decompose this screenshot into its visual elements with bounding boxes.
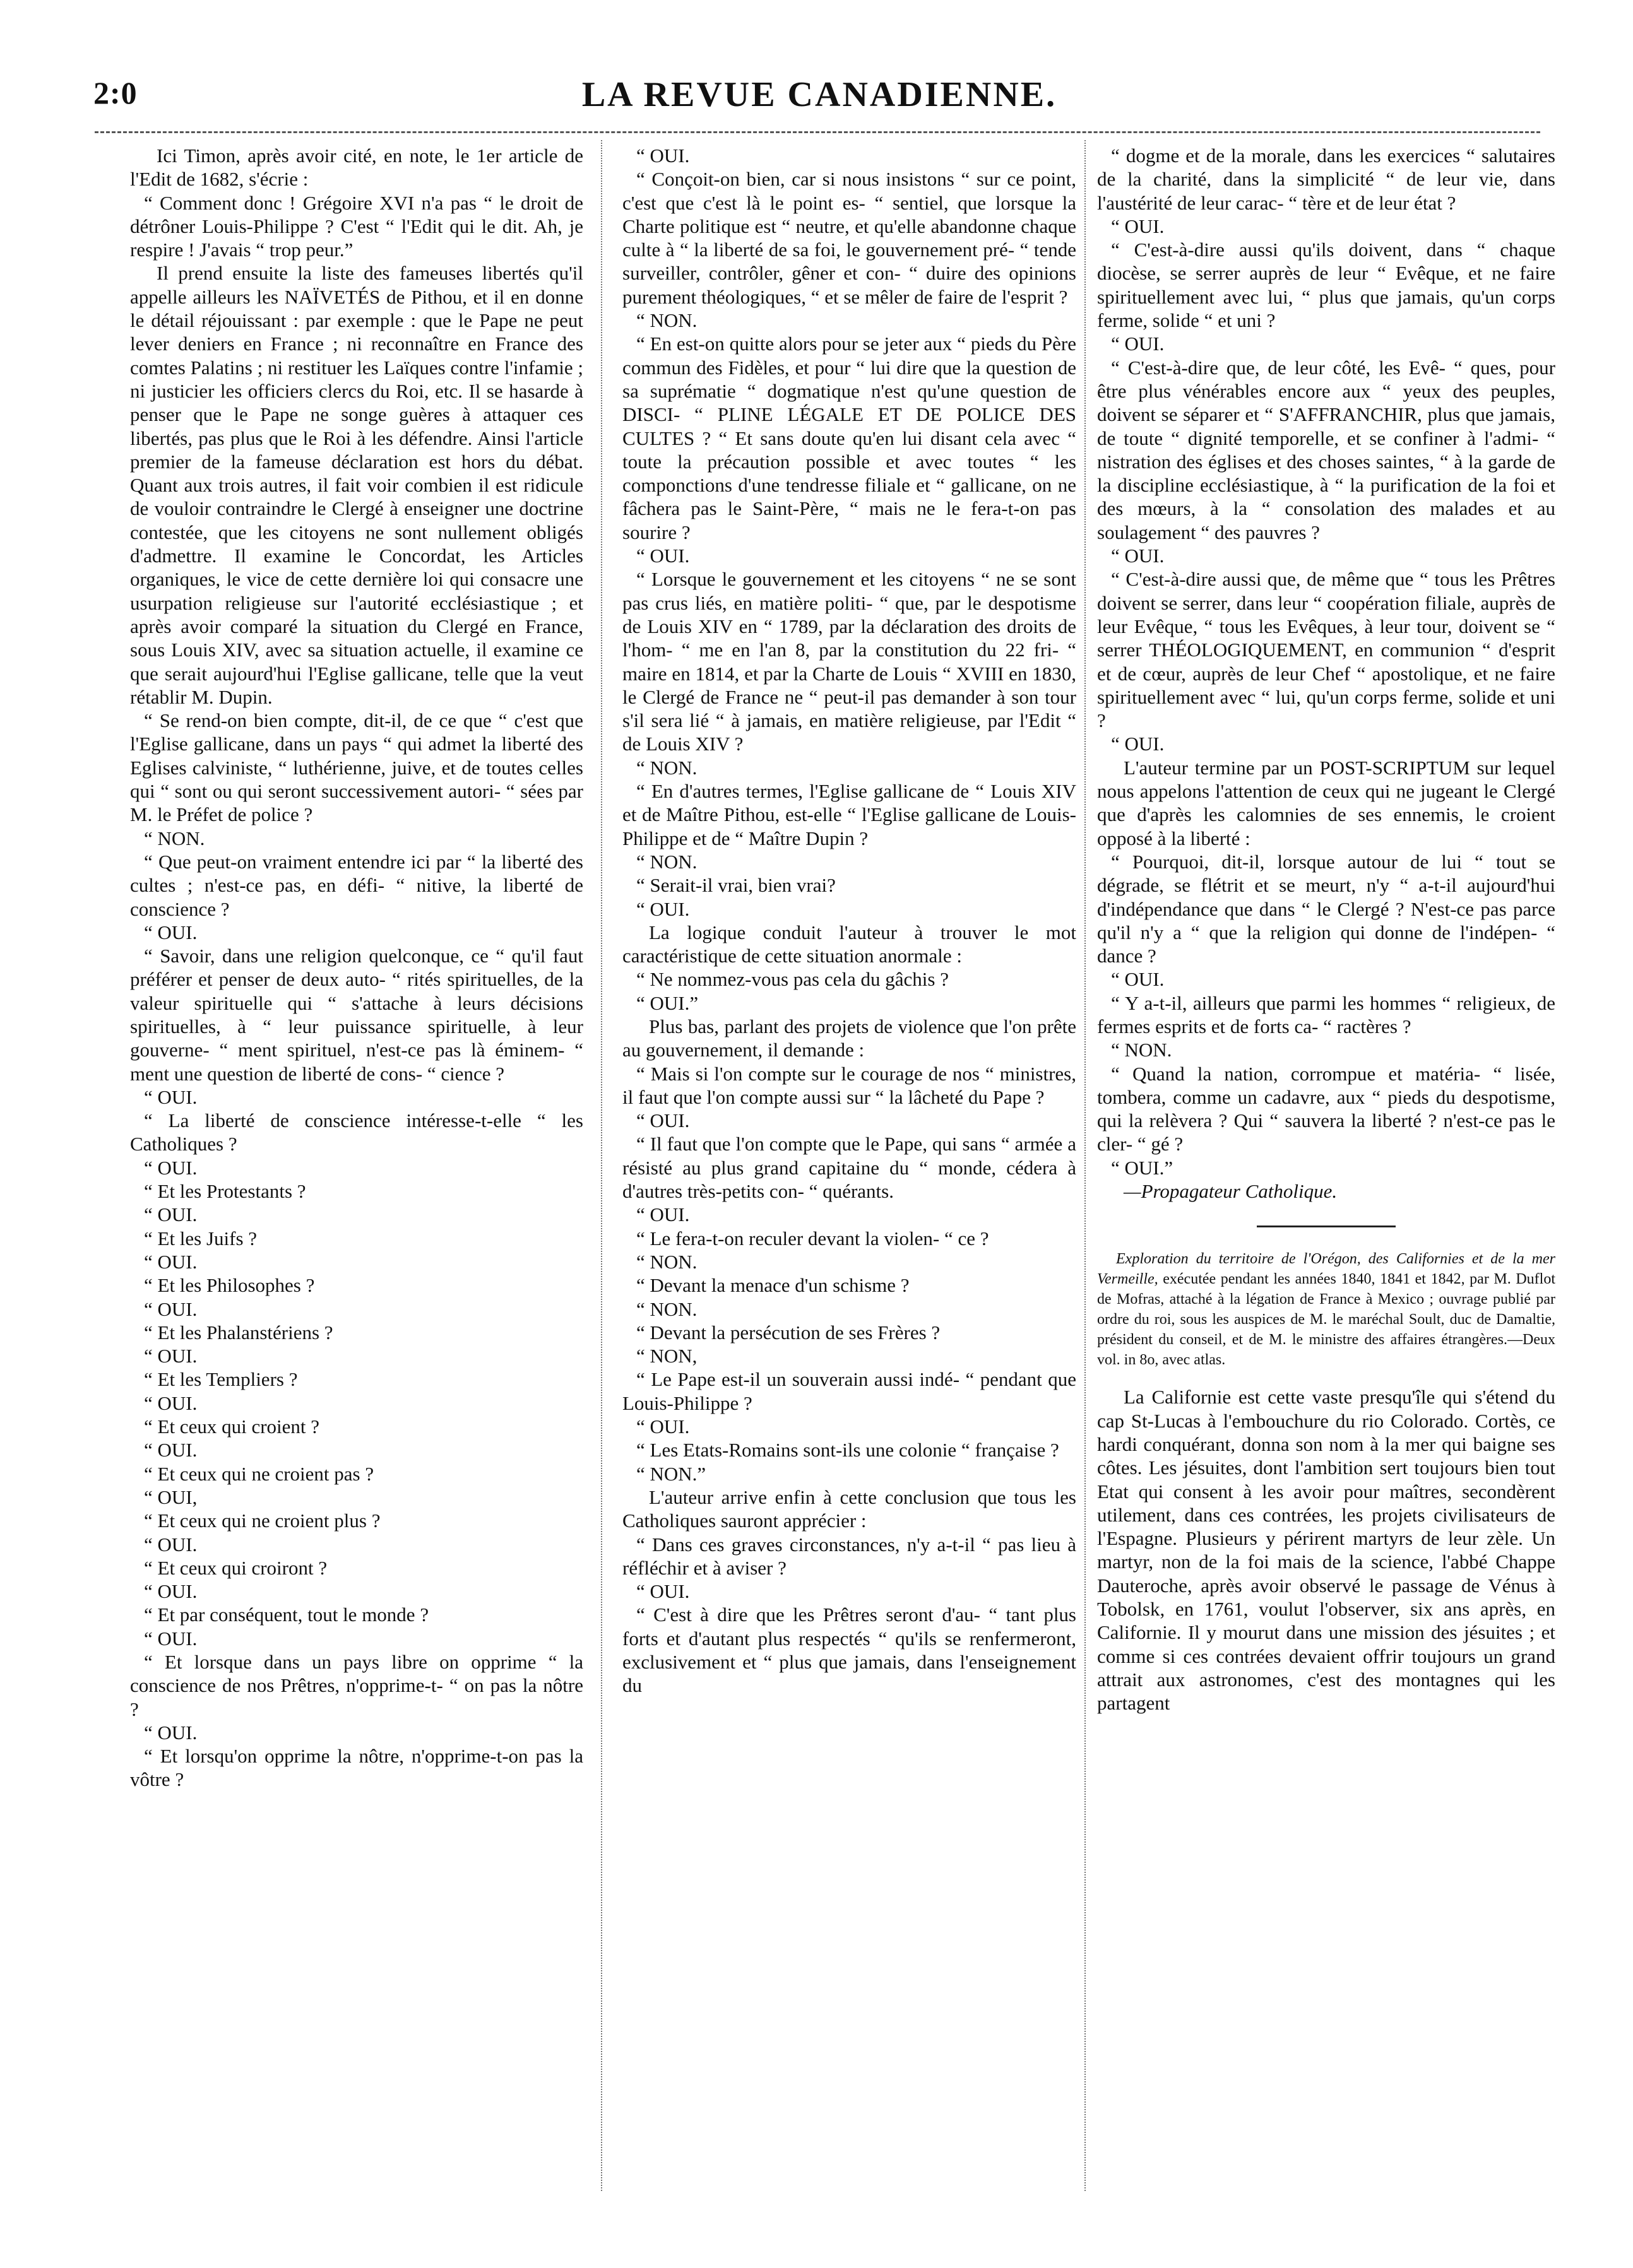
paragraph: “ Mais si l'on compte sur le courage de nos “ ministres, il faut que l'on compte aussi sur “ la lâcheté du Pape ? [622, 1062, 1076, 1108]
column-2 [622, 144, 1076, 1698]
paragraph: “ Et lorsque dans un pays libre on opprime “ la conscience de nos Prêtres, n'opprime-t- “ on pas la nôtre ? [130, 1651, 583, 1720]
paragraph: “ NON. [636, 1297, 698, 1320]
column-divider-2 [1084, 140, 1086, 2191]
paragraph: “ NON. [144, 827, 205, 849]
review-body: La Californie est cette vaste presqu'île qui s'étend du cap St-Lucas à l'embouchure du rio Colorado. Cortès, ce hardi conquérant, donna son nom à la mer qui baigne ses côtes. Les jésuites, dont l'ambition sert toujours bien tout Etat qui consent à les avoir pour maîtres, secondèrent utilement, dans ces contrées, les projets civilisateurs de l'Espagne. Plusieurs y périrent martyrs de leur zèle. Un martyr, non de la foi mais de la science, l'abbé Chappe Dauteroche, après avoir observé le passage de Vénus à Tobolsk, en 1761, voulut l'observer, six ans après, en Californie. Il y mourut dans une mission des jésuites ; et comme si ces contrées devaient offrir toujours un grand attrait aux astronomes, c'est des montagnes qui les partagent [1097, 1386, 1555, 1715]
paragraph: “ OUI. [1111, 215, 1165, 237]
paragraph: “ Dans ces graves circonstances, n'y a-t-il “ pas lieu à réfléchir et à aviser ? [622, 1533, 1076, 1579]
paragraph: “ NON, [636, 1345, 698, 1367]
paragraph: “ OUI. [1111, 733, 1165, 755]
paragraph: Plus bas, parlant des projets de violence que l'on prête au gouvernement, il demande : [622, 1015, 1076, 1061]
article-continuation [1097, 144, 1555, 1203]
paragraph: “ Et les Phalanstériens ? [144, 1321, 333, 1344]
paragraph: “ OUI, [144, 1485, 198, 1508]
paragraph: “ Et les Juifs ? [144, 1227, 258, 1249]
paragraph: “ OUI. [144, 1345, 198, 1367]
paragraph: L'auteur arrive enfin à cette conclusion que tous les Catholiques sauront apprécier : [622, 1485, 1076, 1532]
paragraph: “ NON. [636, 309, 698, 332]
paragraph: “ NON.” [636, 1462, 706, 1485]
paragraph: “ Se rend-on bien compte, dit-il, de ce que “ c'est que l'Eglise gallicane, dans un pays “ qui admet la liberté des Eglises calviniste, “ luthérienne, juive, et de toutes celles qui “ sont ou qui seront successivement autori- “ sées par M. le Préfet de police ? [130, 709, 583, 826]
header-rule [95, 131, 1540, 133]
paragraph: “ OUI. [144, 1533, 198, 1556]
paragraph: “ Serait-il vrai, bien vrai? [636, 874, 836, 897]
paragraph: “ Lorsque le gouvernement et les citoyens “ ne se sont pas crus liés, en matière politi- “ que, par le despotisme de Louis XIV en “ 1789, par la déclaration des droits de l'hom- “ me en l'an 8, par la constitution du 22 fri- “ maire en 1814, et par la Charte de Louis “ XVIII en 1830, le Clergé de France ne “ peut-il pas demander à son tour s'il sera lié “ à jamais, en matière religieuse, par l'Edit “ de Louis XIV ? [622, 568, 1076, 755]
paragraph: Ici Timon, après avoir cité, en note, le 1er article de l'Edit de 1682, s'écrie : [130, 145, 583, 191]
paragraph: “ OUI. [144, 1085, 198, 1108]
paragraph: Il prend ensuite la liste des fameuses libertés qu'il appelle ailleurs les NAÏVETÉS de Pithou, et il en donne le détail réjouissant : par exemple : que le Pape ne peut lever deniers en France ; ni reconnaître en France des comtes Palatins ; ni restituer les Laïques contre l'infamie ; ni justicier les officiers clercs du Roi, etc. Il se hasarde à penser que le Pape ne songe guères à attaquer ces libertés, pas plus que le Roi à les défendre. Ainsi l'article premier de la fameuse déclaration est hors du débat. Quant aux trois autres, il fait voir combien il est ridicule de vouloir contraindre le Clergé à enseigner une doctrine contestée, que les citoyens ne sont nullement obligés d'admettre. Il examine le Concordat, les Articles organiques, le vice de cette dernière loi qui consacre une usurpation religieuse sur l'autorité ecclésiastique ; et après avoir comparé la situation du Clergé en France, sous Louis XIV, avec sa situation actuelle, il examine ce que serait aujourd'hui l'Eglise gallicane, telle que la veut rétablir M. Dupin. [130, 262, 583, 708]
section-separator [1257, 1226, 1396, 1227]
paragraph: “ OUI. [144, 1250, 198, 1273]
paragraph: “ Et ceux qui ne croient pas ? [144, 1462, 374, 1485]
paragraph: “ OUI. [144, 921, 198, 943]
paragraph: “ Devant la menace d'un schisme ? [636, 1274, 910, 1297]
paragraph: “ OUI. [636, 897, 690, 920]
paragraph: “ OUI. [636, 1109, 690, 1132]
paragraph: “ OUI. [144, 1391, 198, 1414]
paragraph: “ OUI. [1111, 545, 1165, 567]
paragraph: L'auteur termine par un POST-SCRIPTUM sur lequel nous appelons l'attention de ceux qui ne jugeant le Clergé que d'après les calomnies de ses ennemis, le croient opposé à la liberté : [1097, 756, 1555, 849]
paragraph: “ OUI. [144, 1439, 198, 1462]
paragraph: “ OUI. [144, 1156, 198, 1179]
paragraph: “ Et ceux qui croient ? [144, 1415, 320, 1438]
column-divider-1 [601, 140, 602, 2191]
paragraph: “ OUI.” [1111, 1156, 1173, 1179]
paragraph: “ dogme et de la morale, dans les exercices “ salutaires de la charité, dans la simplicité “ de leur vie, dans l'austérité de leur carac- “ tère et de leur état ? [1097, 145, 1555, 214]
book-details: exécutée pendant les années 1840, 1841 et 1842, par M. Duflot de Mofras, attaché à la légation de France à Mexico ; ouvrage publié par ordre du roi, sous les auspices de M. le maréchal Soult, duc de Damaltie, président du conseil, et de M. le ministre des affaires étrangères.—Deux vol. in 8o, avec atlas. [1097, 1271, 1555, 1369]
paragraph: “ OUI. [1111, 968, 1165, 991]
column-3 [1097, 144, 1555, 1715]
paragraph: “ OUI. [636, 545, 690, 567]
paragraph: “ OUI. [144, 1297, 198, 1320]
paragraph: “ OUI. [636, 1415, 690, 1438]
paragraph: —Propagateur Catholique. [1124, 1180, 1338, 1203]
paragraph: “ NON. [636, 850, 698, 873]
paragraph: “ C'est-à-dire que, de leur côté, les Evê- “ ques, pour être plus vénérables encore aux “ yeux des peuples, doivent se séparer et “ S'AFFRANCHIR, plus que jamais, de toute “ dignité temporelle, et se confiner à l'admi- “ nistration des églises et des choses saintes, “ à la garde de la discipline ecclésiastique, à “ la purification de la foi et des mœurs, à la “ consolation des malades et au soulagement “ des pauvres ? [1097, 356, 1555, 543]
paragraph: “ Conçoit-on bien, car si nous insistons “ sur ce point, c'est que c'est là le point es- “ sentiel, que lorsque la Charte politique est “ neutre, et qu'elle abandonne chaque culte à “ la liberté de sa foi, le gouvernement pré- “ tende surveiller, contrôler, gêner et con- “ duire des opinions purement théologiques, “ et se mêler de faire de l'esprit ? [622, 168, 1076, 308]
paragraph: “ Comment donc ! Grégoire XVI n'a pas “ le droit de détrôner Louis-Philippe ? C'est “ l'Edit qui le dit. Ah, je respire ! J'avais “ trop peur.” [130, 191, 583, 261]
paragraph: “ La liberté de conscience intéresse-t-elle “ les Catholiques ? [130, 1109, 583, 1155]
page-header [93, 74, 1545, 125]
paragraph: “ En d'autres termes, l'Eglise gallicane de “ Louis XIV et de Maître Pithou, est-elle “ l'Eglise gallicane de Louis-Philippe et de “ Maître Dupin ? [622, 780, 1076, 849]
paragraph: “ Le fera-t-on reculer devant la violen- “ ce ? [636, 1227, 989, 1249]
book-title: Exploration du territoire de l'Orégon, des Californies et de la mer Vermeille, [1097, 1251, 1555, 1288]
publication-title: LA REVUE CANADIENNE. [581, 75, 1057, 114]
paragraph: “ Que peut-on vraiment entendre ici par “ la liberté des cultes ; n'est-ce pas, en défi- “ nitive, la liberté de conscience ? [130, 850, 583, 920]
paragraph: “ OUI. [144, 1580, 198, 1603]
paragraph: “ Ne nommez-vous pas cela du gâchis ? [636, 968, 949, 991]
page-number: 2:0 [93, 75, 138, 110]
paragraph: “ NON. [1111, 1039, 1172, 1061]
paragraph: “ Quand la nation, corrompue et matéria- “ lisée, tombera, comme un cadavre, aux “ pieds du despotisme, qui la relèvera ? Qui “ sauvera la liberté ? n'est-ce pas le cler- “ gé ? [1097, 1062, 1555, 1155]
paragraph: “ Pourquoi, dit-il, lorsque autour de lui “ tout se dégrade, se flétrit et se meurt, n'y “ a-t-il aujourd'hui d'indépendance que dans “ le Clergé ? N'est-ce pas parce qu'il n'y a “ que la religion qui donne de l'indépen- “ dance ? [1097, 850, 1555, 967]
paragraph: “ NON. [636, 1250, 698, 1273]
paragraph: “ OUI. [144, 1627, 198, 1650]
paragraph: “ NON. [636, 756, 698, 779]
paragraph: “ C'est-à-dire aussi qu'ils doivent, dans “ chaque diocèse, se serrer auprès de leur “ Evêque, et ne faire spirituellement avec lui, “ plus que jamais, qu'un corps ferme, solide “ et uni ? [1097, 239, 1555, 332]
paragraph: “ C'est à dire que les Prêtres seront d'au- “ tant plus forts et d'autant plus respectés “ qu'ils se renfermeront, exclusivement et “ plus que jamais, dans l'enseignement du [622, 1604, 1076, 1697]
paragraph: “ OUI. [636, 1580, 690, 1603]
paragraph: La logique conduit l'auteur à trouver le mot caractéristique de cette situation anormale : [622, 921, 1076, 967]
paragraph: “ Et par conséquent, tout le monde ? [144, 1604, 429, 1626]
book-review-heading [1097, 1249, 1555, 1370]
paragraph: “ Et lorsqu'on opprime la nôtre, n'opprime-t-on pas la vôtre ? [130, 1745, 583, 1791]
paragraph: “ OUI. [144, 1721, 198, 1744]
paragraph: “ Y a-t-il, ailleurs que parmi les hommes “ religieux, de fermes esprits et de forts ca- “ ractères ? [1097, 991, 1555, 1037]
paragraph: “ Et ceux qui ne croient plus ? [144, 1509, 381, 1532]
paragraph: “ OUI. [1111, 333, 1165, 355]
paragraph: “ En est-on quitte alors pour se jeter aux “ pieds du Père commun des Fidèles, et pour “ lui dire que la question de sa suprématie “ dogmatique n'est qu'une question de DISCI- “ PLINE LÉGALE ET DE POLICE DES CULTES ? “ Et sans doute qu'en lui disant cela avec “ toute la précaution possible et avec toutes “ les componctions d'une tendresse filiale et “ gallicane, on ne fâchera pas le Saint-Père, “ mais ne le fera-t-on pas sourire ? [622, 333, 1076, 543]
paragraph: “ Devant la persécution de ses Frères ? [636, 1321, 941, 1344]
paragraph: “ C'est-à-dire aussi que, de même que “ tous les Prêtres doivent se serrer, dans leur “ coopération filiale, auprès de leur Evêque, “ tous les Evêques, à leur tour, doivent se “ serrer THÉOLOGIQUEMENT, en communion “ d'esprit et de cœur, auprès de leur Chef “ apostolique, et ne faire spirituellement avec “ lui, qu'un corps ferme, solide et uni ? [1097, 568, 1555, 732]
paragraph: “ OUI. [636, 145, 690, 167]
paragraph: “ Le Pape est-il un souverain aussi indé- “ pendant que Louis-Philippe ? [622, 1368, 1076, 1414]
paragraph: “ Et les Philosophes ? [144, 1274, 315, 1297]
paragraph: “ Et ceux qui croiront ? [144, 1556, 328, 1579]
paragraph: “ OUI. [144, 1203, 198, 1226]
paragraph: “ Il faut que l'on compte que le Pape, qui sans “ armée a résisté au plus grand capitaine du “ monde, cédera à d'autres très-petits con- “ quérants. [622, 1133, 1076, 1203]
paragraph: “ OUI. [636, 1203, 690, 1226]
paragraph: “ Les Etats-Romains sont-ils une colonie “ française ? [636, 1439, 1059, 1462]
paragraph: “ Et les Templiers ? [144, 1368, 298, 1391]
paragraph: “ OUI.” [636, 991, 699, 1014]
column-1 [130, 144, 583, 1792]
paragraph: “ Et les Protestants ? [144, 1180, 306, 1203]
paragraph: “ Savoir, dans une religion quelconque, ce “ qu'il faut préférer et penser de deux auto- “ rités spirituelles, de la valeur spirituelle qui “ s'attache à leurs décisions spirituelles, à “ leur puissance spirituelle, à leur gouverne- “ ment spirituel, n'est-ce pas là éminem- “ ment une question de liberté de cons- “ cience ? [130, 945, 583, 1085]
